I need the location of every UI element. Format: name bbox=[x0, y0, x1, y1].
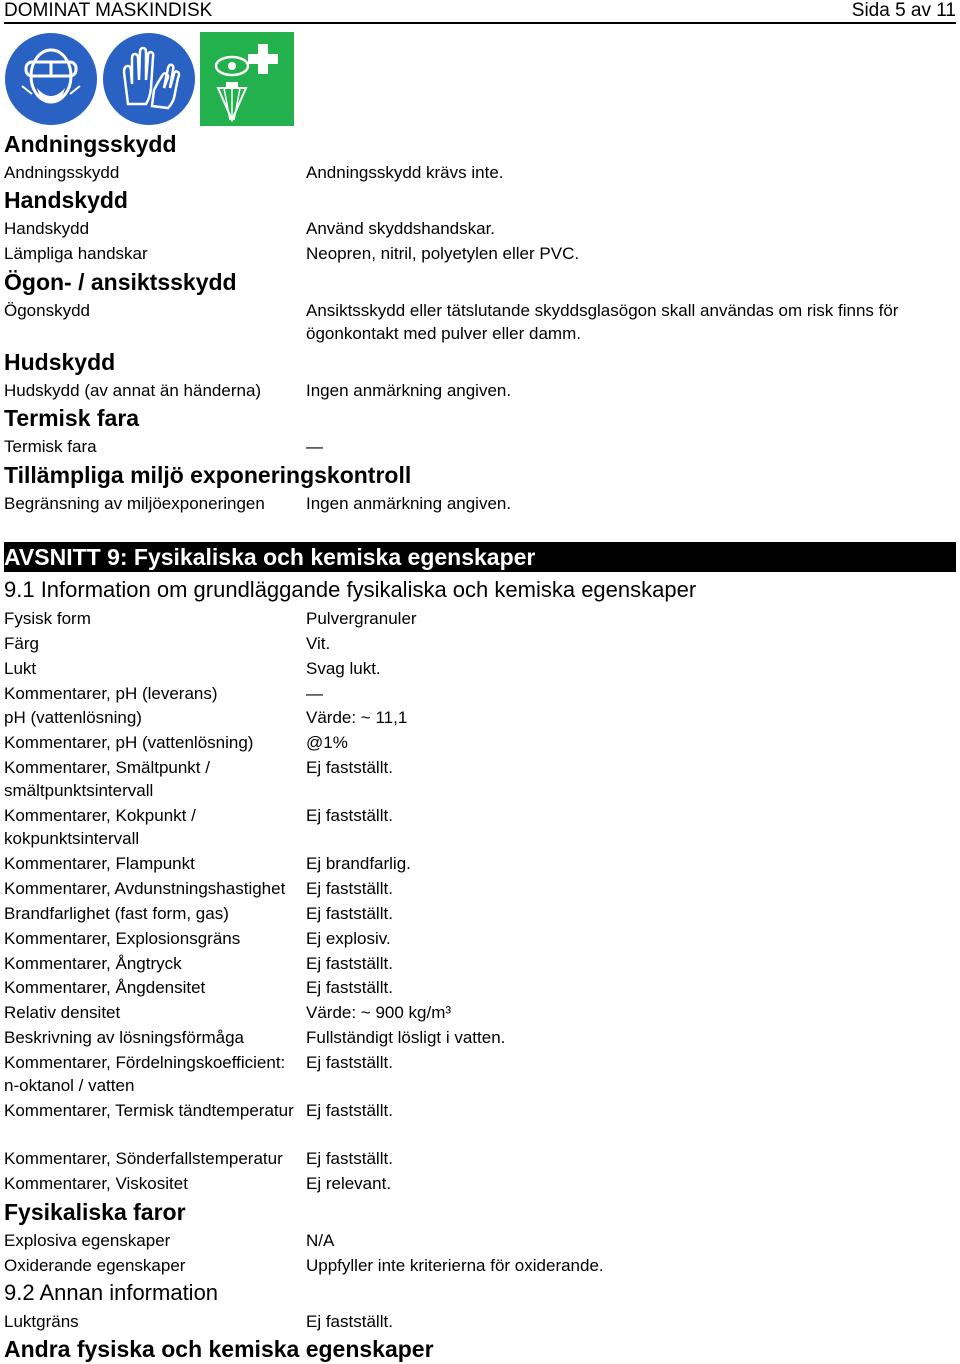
env-value: Ingen anmärkning angiven. bbox=[306, 494, 512, 513]
property-label: Lukt bbox=[4, 659, 37, 678]
hand-value: Använd skyddshandskar. bbox=[306, 219, 496, 238]
gloves-value: Neopren, nitril, polyetylen eller PVC. bbox=[306, 244, 580, 263]
hazard-label: Oxiderande egenskaper bbox=[4, 1256, 186, 1275]
property-label: Kommentarer, Kokpunkt / kokpunktsintervall bbox=[4, 806, 196, 848]
eye-label: Ögonskydd bbox=[4, 301, 90, 320]
property-label: Kommentarer, Ångdensitet bbox=[4, 978, 206, 997]
respiratory-label: Andningsskydd bbox=[4, 163, 120, 182]
property-label: Brandfarlighet (fast form, gas) bbox=[4, 904, 229, 923]
gloves-label: Lämpliga handskar bbox=[4, 244, 148, 263]
property-label: Kommentarer, Ångtryck bbox=[4, 954, 182, 973]
property-value: Ej fastställt. bbox=[306, 758, 393, 777]
odor-threshold-value: Ej fastställt. bbox=[306, 1312, 393, 1331]
property-label: Kommentarer, Fördelningskoefficient: n-oktanol / vatten bbox=[4, 1053, 286, 1095]
hazard-label: Explosiva egenskaper bbox=[4, 1231, 171, 1250]
eye-heading: Ögon- / ansiktsskydd bbox=[4, 269, 237, 295]
env-label: Begränsning av miljöexponeringen bbox=[4, 494, 265, 513]
property-value: Ej fastställt. bbox=[306, 1149, 393, 1168]
property-value: Ej explosiv. bbox=[306, 929, 391, 948]
property-value: Värde: ~ 11,1 bbox=[306, 708, 408, 727]
section-9-banner: AVSNITT 9: Fysikaliska och kemiska egenskaper bbox=[4, 542, 956, 572]
property-label: Kommentarer, Viskositet bbox=[4, 1174, 188, 1193]
property-value: Ej brandfarlig. bbox=[306, 854, 411, 873]
odor-threshold-label: Luktgräns bbox=[4, 1312, 79, 1331]
property-value: Ej relevant. bbox=[306, 1174, 392, 1193]
property-value: — bbox=[306, 684, 323, 703]
property-value: Pulvergranuler bbox=[306, 609, 417, 628]
property-value: Ej fastställt. bbox=[306, 879, 393, 898]
thermal-heading: Termisk fara bbox=[4, 405, 140, 431]
property-value: Ej fastställt. bbox=[306, 806, 393, 825]
page-number: Sida 5 av 11 bbox=[851, 0, 956, 21]
hand-heading: Handskydd bbox=[4, 187, 128, 213]
property-value: Värde: ~ 900 kg/m³ bbox=[306, 1003, 452, 1022]
property-label: Kommentarer, Avdunstningshastighet bbox=[4, 879, 286, 898]
property-label: pH (vattenlösning) bbox=[4, 708, 142, 727]
property-value: Ej fastställt. bbox=[306, 978, 393, 997]
property-value: Fullständigt lösligt i vatten. bbox=[306, 1028, 506, 1047]
property-label: Fysisk form bbox=[4, 609, 91, 628]
hazard-value: N/A bbox=[306, 1231, 335, 1250]
property-label: Kommentarer, Flampunkt bbox=[4, 854, 195, 873]
subsection-9-2-heading: 9.2 Annan information bbox=[4, 1280, 219, 1305]
property-label: Färg bbox=[4, 634, 39, 653]
physical-hazards-heading: Fysikaliska faror bbox=[4, 1199, 186, 1225]
skin-label: Hudskydd (av annat än händerna) bbox=[4, 381, 262, 400]
property-value: Ej fastställt. bbox=[306, 1101, 393, 1120]
property-label: Kommentarer, Sönderfallstemperatur bbox=[4, 1149, 283, 1168]
respiratory-value: Andningsskydd krävs inte. bbox=[306, 163, 504, 182]
gloves-icon bbox=[102, 32, 196, 126]
property-label: Relativ densitet bbox=[4, 1003, 121, 1022]
property-label: Kommentarer, Smältpunkt / smältpunktsintervall bbox=[4, 758, 210, 800]
env-heading: Tillämpliga miljö exponeringskontroll bbox=[4, 462, 412, 488]
property-label: Beskrivning av lösningsförmåga bbox=[4, 1028, 245, 1047]
property-value: Ej fastställt. bbox=[306, 904, 393, 923]
face-mask-goggles-icon bbox=[4, 32, 98, 126]
property-value: Vit. bbox=[306, 634, 331, 653]
property-value: Ej fastställt. bbox=[306, 1053, 393, 1072]
skin-heading: Hudskydd bbox=[4, 349, 116, 375]
subsection-9-1-heading: 9.1 Information om grundläggande fysikaliska och kemiska egenskaper bbox=[4, 577, 697, 602]
property-label: Kommentarer, pH (leverans) bbox=[4, 684, 218, 703]
property-value: Svag lukt. bbox=[306, 659, 381, 678]
eye-value: Ansiktsskydd eller tätslutande skyddsglasögon skall användas om risk finns för ögonkontakt med pulver eller damm. bbox=[306, 301, 899, 343]
eye-wash-icon bbox=[200, 32, 294, 126]
property-label: Kommentarer, Explosionsgräns bbox=[4, 929, 241, 948]
company-name: DOMINAT MASKINDISK bbox=[4, 0, 213, 21]
hand-label: Handskydd bbox=[4, 219, 90, 238]
skin-value: Ingen anmärkning angiven. bbox=[306, 381, 512, 400]
thermal-value: — bbox=[306, 437, 323, 456]
property-value: @1% bbox=[306, 733, 348, 752]
property-label: Kommentarer, Termisk tändtemperatur bbox=[4, 1101, 294, 1120]
property-label: Kommentarer, pH (vattenlösning) bbox=[4, 733, 254, 752]
page-header bbox=[4, 0, 956, 24]
thermal-label: Termisk fara bbox=[4, 437, 97, 456]
other-properties-heading: Andra fysiska och kemiska egenskaper bbox=[4, 1336, 434, 1362]
hazard-value: Uppfyller inte kriterierna för oxiderande. bbox=[306, 1256, 604, 1275]
respiratory-heading: Andningsskydd bbox=[4, 131, 177, 157]
property-value: Ej fastställt. bbox=[306, 954, 393, 973]
